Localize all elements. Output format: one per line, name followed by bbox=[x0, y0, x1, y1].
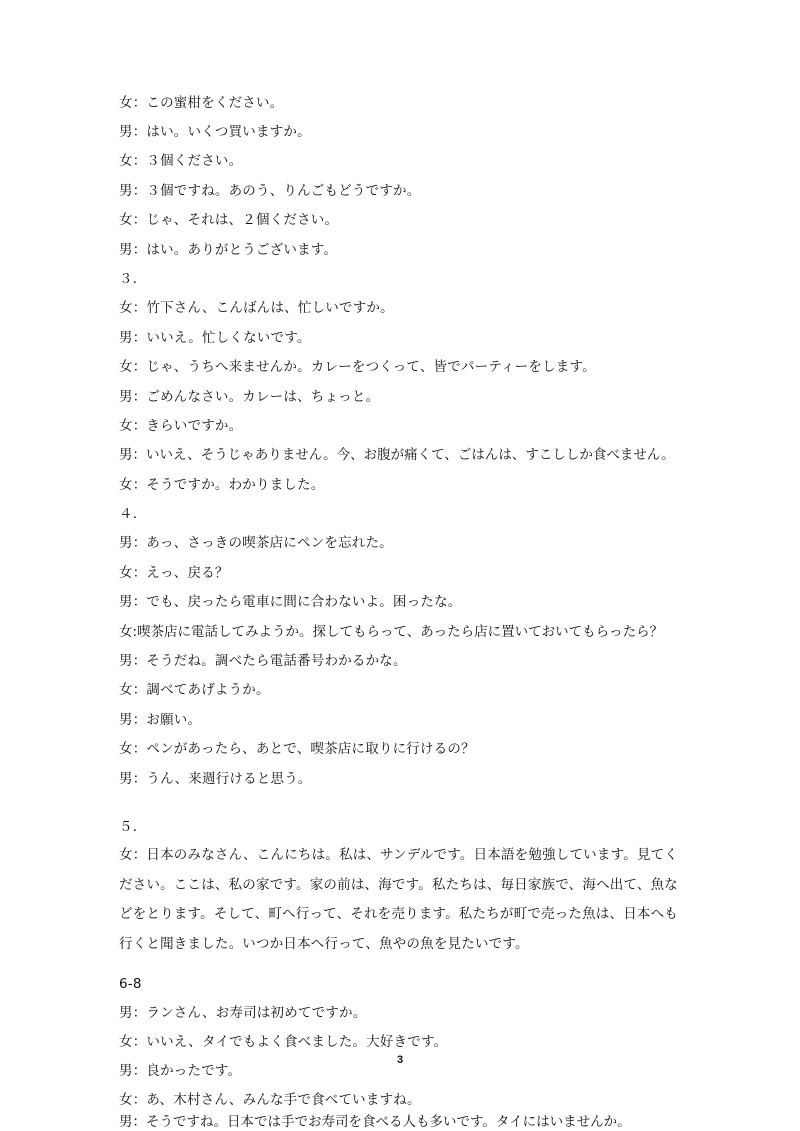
dialogue-line: 男：いいえ、そうじゃありません。今、お腹が痛くて、ごはんは、すこししか食べません。 bbox=[119, 447, 675, 463]
dialogue-line: 男：はい。いくつ買いますか。 bbox=[119, 124, 311, 140]
page-number: 3 bbox=[396, 1054, 404, 1066]
section-number: ５． bbox=[119, 819, 147, 835]
dialogue-line: 男：でも、戻ったら電車に間に合わないよ。困ったな。 bbox=[119, 594, 462, 610]
dialogue-line: 男：いいえ。忙しくないです。 bbox=[119, 330, 311, 346]
section-number: ３． bbox=[119, 271, 147, 287]
monologue-paragraph: 女：日本のみなさん、こんにちは。私は、サンデルです。日本語を勉強しています。見てください。ここは、私の家です。家の前は、海です。私たちは、毎日家族で、海へ出て、魚などをとります。そして、町へ行って、それを売ります。私たちが町で売った魚は、日本へも行くと聞きました。いつか日本へ行って、魚やの魚を見たいです。 bbox=[119, 847, 678, 952]
dialogue-line: 女：３個ください。 bbox=[119, 153, 243, 169]
dialogue-line: 女:喫茶店に電話してみようか。探してもらって、あったら店に置いておいてもらったら？ bbox=[119, 624, 664, 640]
dialogue-line: 男：そうだね。調べたら電話番号わかるかな。 bbox=[119, 653, 407, 669]
dialogue-line: 女：じゃ、それは、２個ください。 bbox=[119, 212, 339, 228]
dialogue-line: 女：ペンがあったら、あとで、喫茶店に取りに行けるの？ bbox=[119, 741, 475, 757]
dialogue-line: 女：えっ、戻る？ bbox=[119, 565, 229, 581]
dialogue-line: 女：調べてあげようか。 bbox=[119, 682, 270, 698]
dialogue-line: 女：じゃ、うちへ来ませんか。カレーをつくって、皆でパーティーをします。 bbox=[119, 359, 596, 375]
dialogue-line: 男：お願い。 bbox=[119, 712, 202, 728]
dialogue-line: 女：この蜜柑をください。 bbox=[119, 95, 284, 111]
dialogue-line: 女：あ、木村さん、みんな手で食べていますね。 bbox=[119, 1092, 421, 1108]
section-number: ４． bbox=[119, 506, 147, 522]
dialogue-line: 男：あっ、さっきの喫茶店にペンを忘れた。 bbox=[119, 535, 393, 551]
dialogue-line: 女：いいえ、タイでもよく食べました。大好きです。 bbox=[119, 1034, 448, 1050]
dialogue-line: 女：きらいですか。 bbox=[119, 418, 243, 434]
dialogue-line: 男：うん、来週行けると思う。 bbox=[119, 771, 312, 787]
dialogue-line: 男：ランさん、お寿司は初めてですか。 bbox=[119, 1005, 367, 1021]
dialogue-line: 男：ごめんなさい。カレーは、ちょっと。 bbox=[119, 389, 380, 405]
dialogue-line: 男：そうですね。日本では手でお寿司を食べる人も多いです。タイにはいませんか。 bbox=[119, 1114, 631, 1130]
dialogue-line: 女：そうですか。わかりました。 bbox=[119, 477, 325, 493]
dialogue-line: 女：竹下さん、こんばんは、忙しいですか。 bbox=[119, 300, 394, 316]
dialogue-line: 男：３個ですね。あのう、りんごもどうですか。 bbox=[119, 183, 421, 199]
section-number: 6-8 bbox=[119, 976, 142, 992]
dialogue-line: 男：はい。ありがとうございます。 bbox=[119, 242, 338, 258]
dialogue-line: 男：良かったです。 bbox=[119, 1063, 242, 1079]
